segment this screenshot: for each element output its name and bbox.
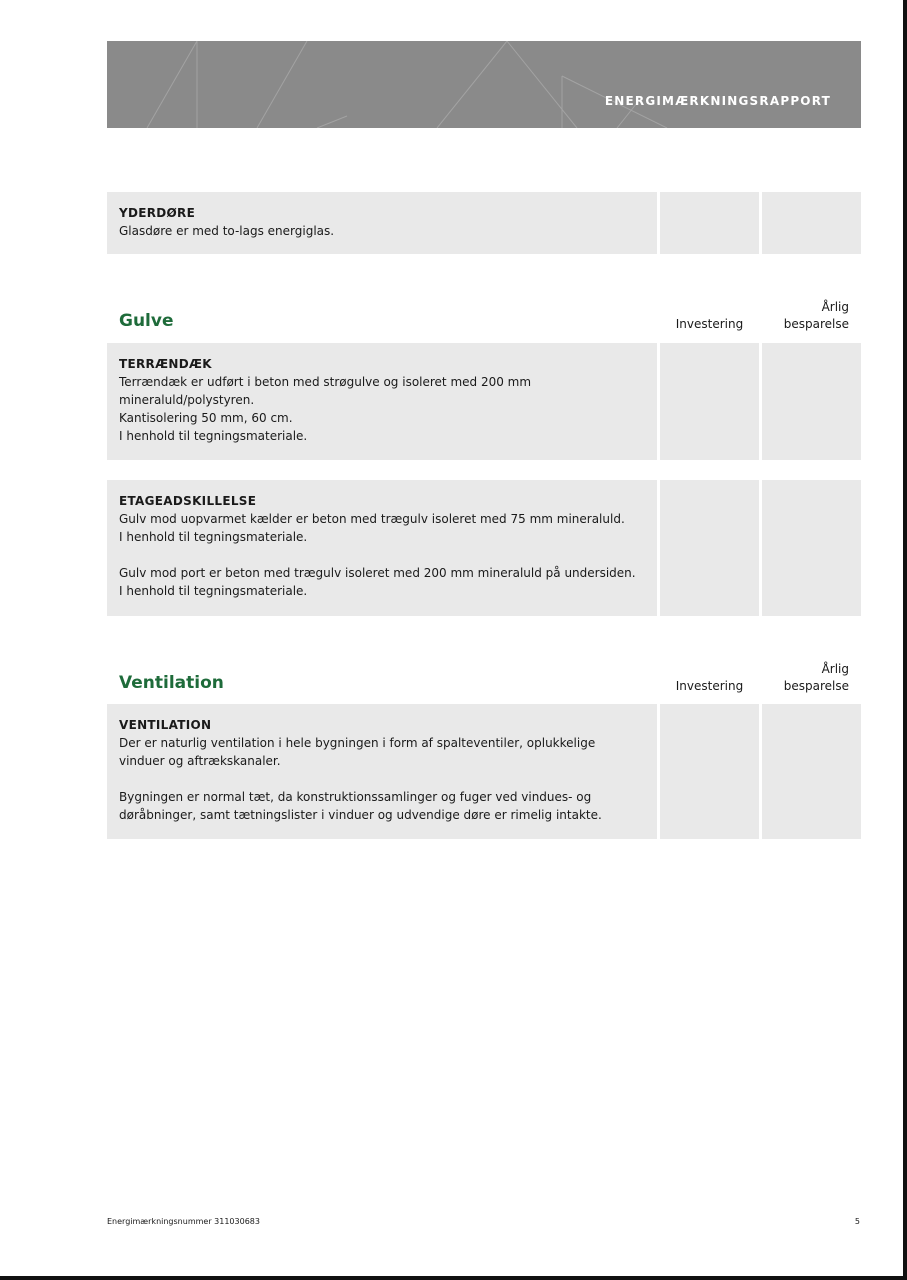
section-title: Gulve [119, 311, 174, 331]
savings-cell [762, 192, 861, 254]
savings-cell [762, 343, 861, 460]
description-cell [107, 704, 657, 839]
section-header-ventilation [107, 655, 861, 695]
item-text: Gulv mod uopvarmet kælder er beton med trægulv isoleret med 75 mm mineraluld. [119, 512, 625, 526]
column-besparelse-line1: Årlig [821, 662, 849, 676]
item-text: I henhold til tegningsmateriale. [119, 530, 308, 544]
column-besparelse [762, 299, 861, 333]
description-cell [107, 480, 657, 616]
column-besparelse-line2: besparelse [783, 317, 849, 331]
item-title: TERRÆNDÆK [119, 357, 212, 371]
section-title: Ventilation [119, 673, 224, 693]
item-text: Kantisolering 50 mm, 60 cm. [119, 411, 293, 425]
item-text: Glasdøre er med to-lags energiglas. [119, 224, 335, 238]
paragraph-gap [119, 770, 645, 788]
investment-cell [660, 480, 759, 616]
item-text: Der er naturlig ventilation i hele bygningen i form af spalteventiler, oplukkelige [119, 736, 596, 750]
column-investering: Investering [675, 679, 744, 693]
item-text: I henhold til tegningsmateriale. [119, 584, 308, 598]
footer-page-number: 5 [854, 1217, 860, 1226]
column-besparelse-line2: besparelse [783, 679, 849, 693]
item-text: vinduer og aftrækskanaler. [119, 754, 281, 768]
description-cell [107, 192, 657, 254]
banner-decoration [107, 41, 861, 128]
savings-cell [762, 704, 861, 839]
row-etageadskillelse [107, 480, 861, 616]
item-title: VENTILATION [119, 718, 212, 732]
paragraph-gap [119, 546, 645, 564]
item-text: I henhold til tegningsmateriale. [119, 429, 308, 443]
item-text: Bygningen er normal tæt, da konstruktionssamlinger og fuger ved vindues- og [119, 790, 592, 804]
item-text: døråbninger, samt tætningslister i vinduer og udvendige døre er rimelig intakte. [119, 808, 602, 822]
report-title: ENERGIMÆRKNINGSRAPPORT [604, 94, 831, 108]
item-text: Gulv mod port er beton med trægulv isoleret med 200 mm mineraluld på undersiden. [119, 566, 636, 580]
item-text: mineraluld/polystyren. [119, 393, 255, 407]
column-besparelse-line1: Årlig [821, 300, 849, 314]
investment-cell [660, 343, 759, 460]
header-banner [107, 41, 861, 128]
footer-energy-number: Energimærkningsnummer 311030683 [107, 1217, 260, 1226]
item-title: ETAGEADSKILLELSE [119, 494, 257, 508]
row-terraendaek [107, 343, 861, 460]
row-yderdore [107, 192, 861, 254]
item-title: YDERDØRE [119, 206, 196, 220]
description-cell [107, 343, 657, 460]
investment-cell [660, 704, 759, 839]
item-text: Terrændæk er udført i beton med strøgulve og isoleret med 200 mm [119, 375, 532, 389]
column-investering: Investering [675, 317, 744, 331]
section-header-gulve [107, 293, 861, 333]
investment-cell [660, 192, 759, 254]
column-besparelse [762, 661, 861, 695]
row-ventilation [107, 704, 861, 839]
savings-cell [762, 480, 861, 616]
